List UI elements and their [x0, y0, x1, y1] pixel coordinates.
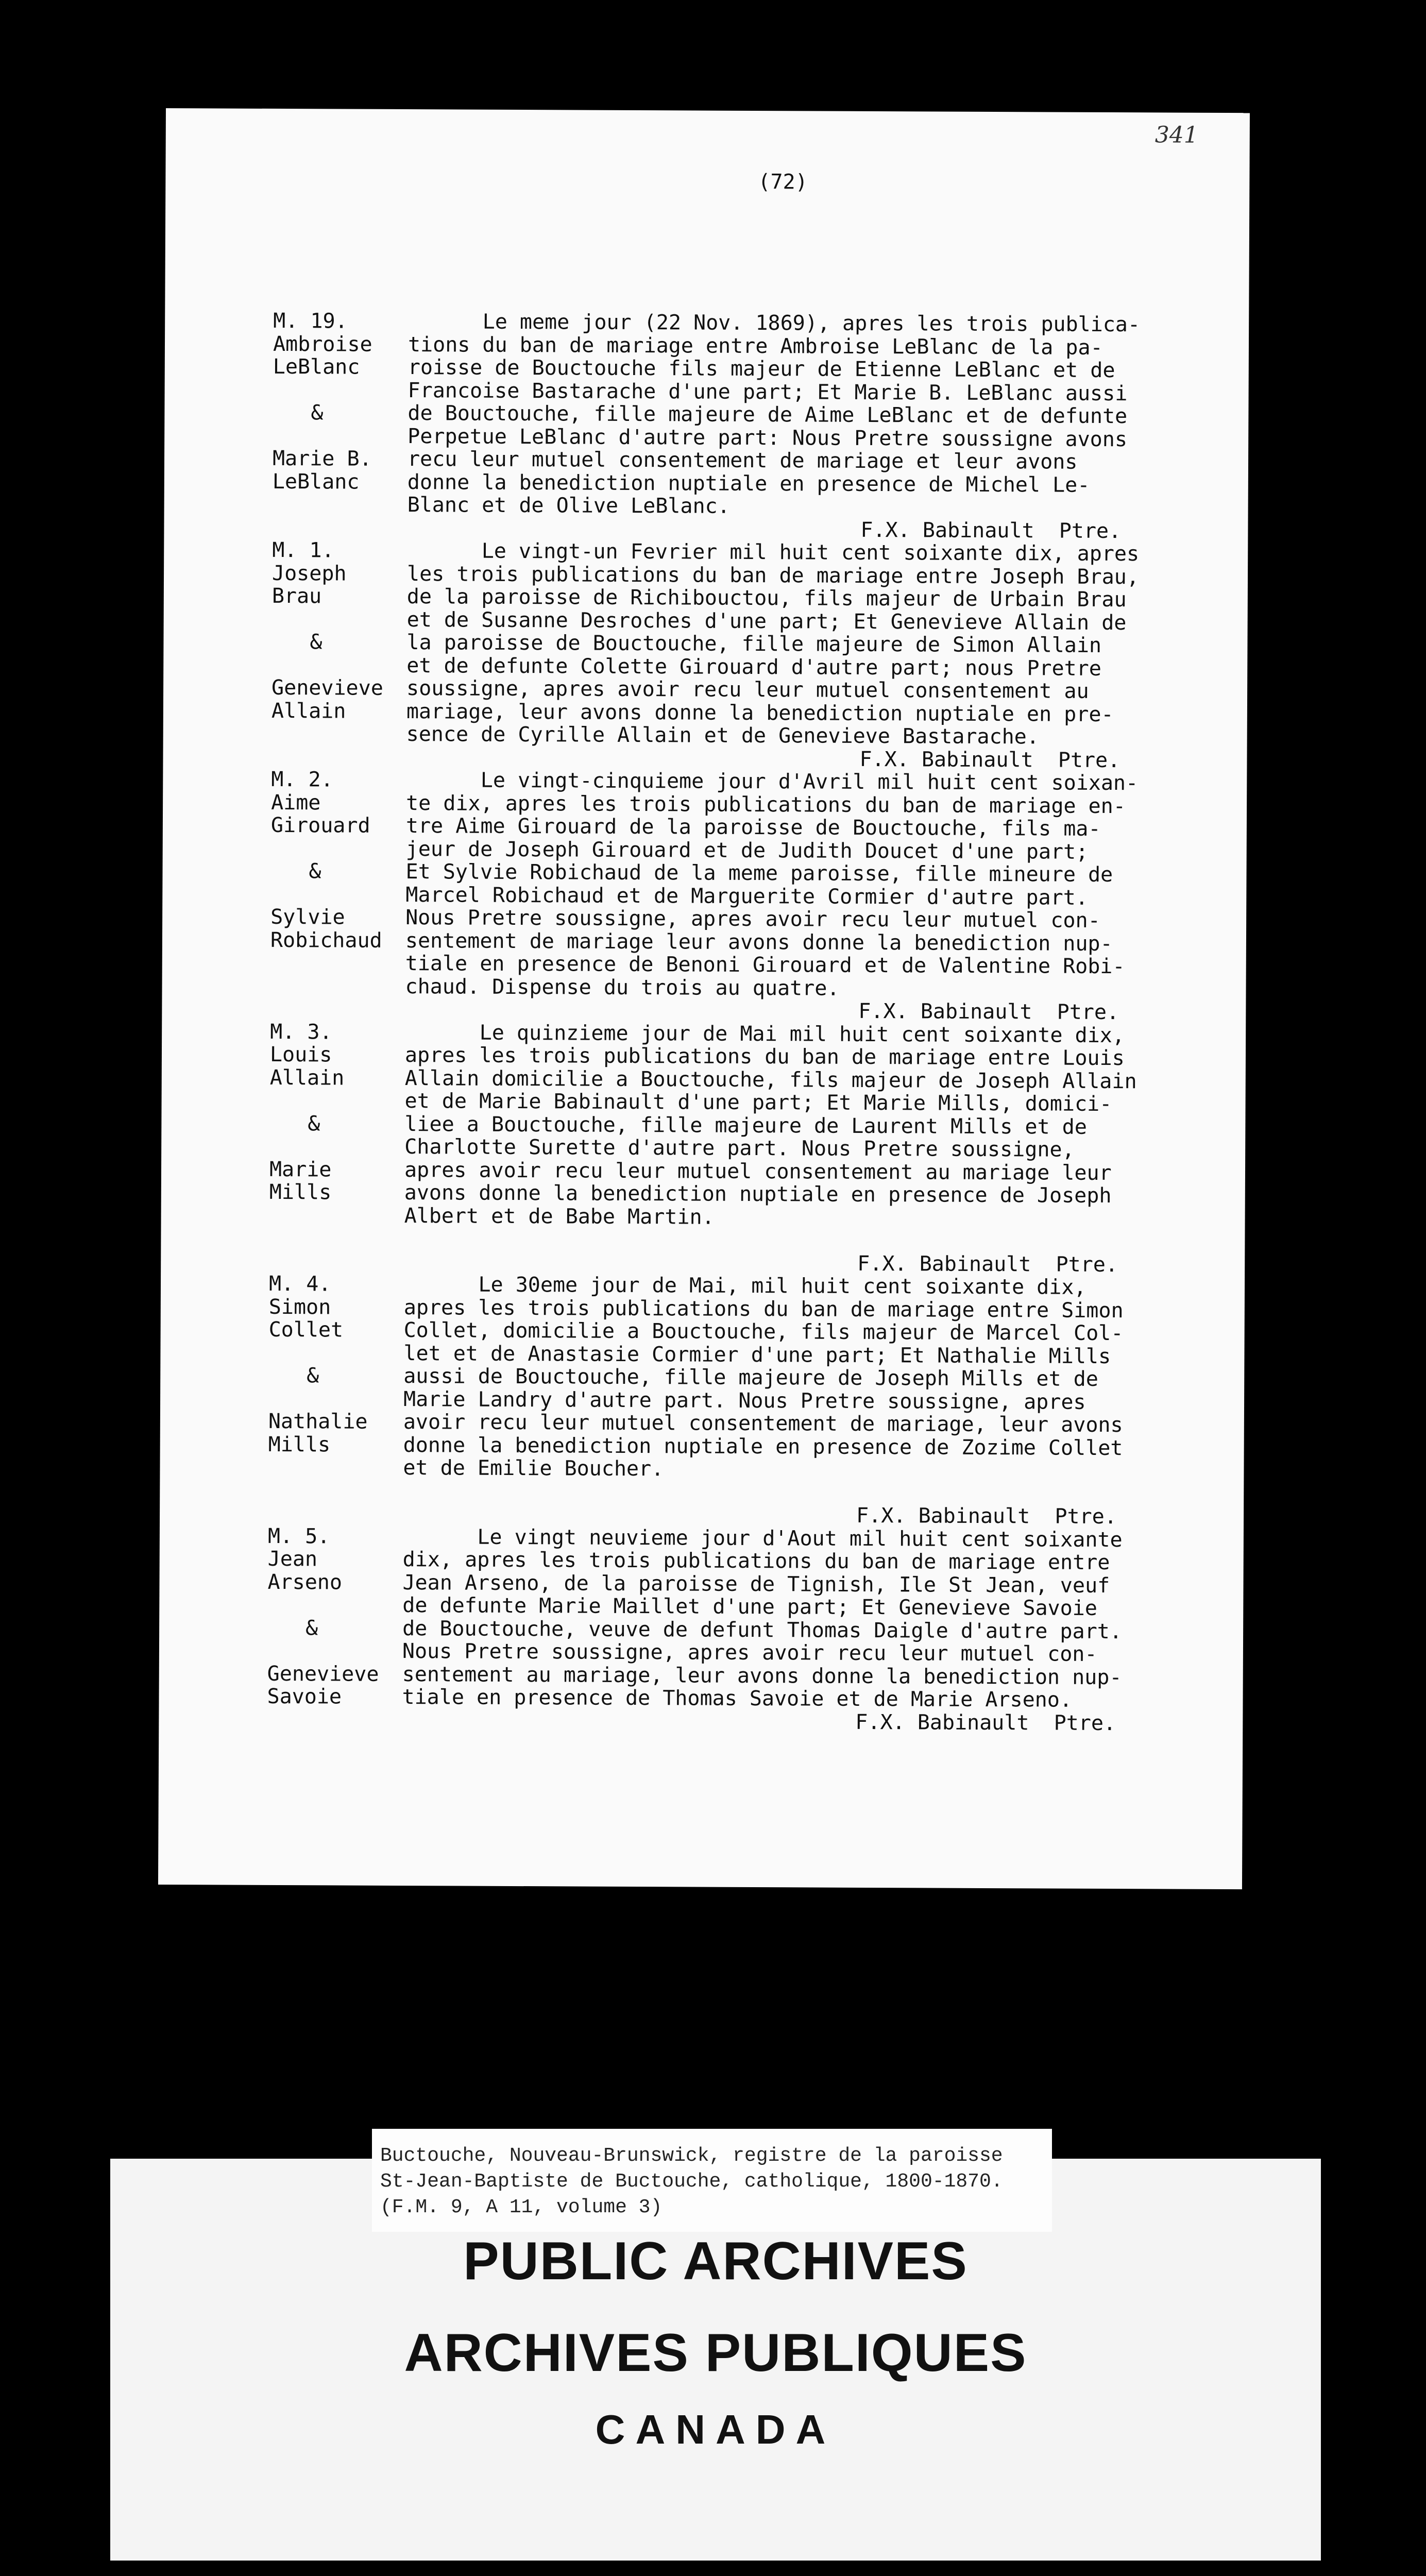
- entry-text-line: [404, 1227, 1217, 1253]
- entry-text-line: de Bouctouche, veuve de defunt Thomas Daigle d'autre part.: [402, 1616, 1122, 1643]
- margin-line: Girouard: [270, 813, 370, 838]
- entry-text-line: Albert et de Babe Martin.: [404, 1204, 715, 1229]
- entry-text-line: tiale en presence de Benoni Girouard et de Valentine Robi-: [405, 952, 1125, 979]
- margin-line: Ambroise: [273, 332, 372, 357]
- entry-text-line: de defunte Marie Maillet d'une part; Et Genevieve Savoie: [402, 1594, 1098, 1620]
- entry-text-line: et de Emilie Boucher.: [403, 1456, 664, 1481]
- margin-line: [270, 1089, 405, 1113]
- margin-line: M. 3.: [270, 1020, 332, 1044]
- margin-line: M. 19.: [273, 309, 348, 333]
- entry-text-line: de Bouctouche, fille majeure de Aime LeBlanc et de defunte: [408, 401, 1128, 429]
- marriage-entry: [271, 539, 1220, 772]
- margin-line: [267, 1639, 402, 1663]
- entry-text-line: Le meme jour (22 Nov. 1869), apres les trois publica-: [408, 310, 1141, 337]
- entry-text: [406, 539, 1220, 772]
- entry-text: [407, 310, 1221, 543]
- margin-line: M. 2.: [271, 767, 333, 792]
- margin-line: &: [309, 859, 321, 884]
- margin-line: Mills: [268, 1432, 331, 1456]
- entry-text-line: Francoise Bastarache d'une part; Et Marie B. LeBlanc aussi: [408, 378, 1128, 405]
- margin-line: Brau: [271, 584, 322, 608]
- entry-text-line: dix, apres les trois publications du ban de mariage entre: [402, 1548, 1110, 1575]
- archive-title-english: PUBLIC ARCHIVES: [463, 2231, 968, 2291]
- priest-signature: F.X. Babinault Ptre.: [856, 1503, 1117, 1529]
- entry-text-line: let et de Anastasie Cormier d'une part; Et Nathalie Mills: [403, 1341, 1111, 1368]
- margin-line: [268, 1341, 403, 1365]
- margin-line: [270, 883, 405, 906]
- margin-line: Robichaud: [270, 928, 382, 953]
- entry-text-line: Jean Arseno, de la paroisse de Tignish, Ile St Jean, veuf: [402, 1570, 1110, 1598]
- margin-line: &: [311, 401, 324, 425]
- register-page: [158, 108, 1250, 1889]
- entry-margin-names: [271, 539, 407, 769]
- marriage-entry: [269, 1020, 1218, 1277]
- margin-line: [273, 424, 408, 448]
- margin-line: Genevieve: [271, 675, 383, 700]
- marriage-entries: [267, 310, 1221, 1735]
- entry-text: [405, 769, 1219, 1024]
- entry-text-line: Marie Landry d'autre part. Nous Pretre soussigne, apres: [403, 1387, 1086, 1414]
- margin-line: Marie B.: [272, 446, 372, 471]
- folio-number: 341: [1155, 122, 1198, 148]
- entry-text-line: mariage, leur avons donne la benediction nuptiale en pre-: [406, 699, 1114, 726]
- margin-line: &: [310, 630, 322, 654]
- entry-text-line: apres les trois publications du ban de mariage entre Louis: [404, 1043, 1125, 1071]
- entry-text-line: apres avoir recu leur mutuel consentement au mariage leur: [404, 1158, 1112, 1185]
- entry-text-line: Le vingt-cinquieme jour d'Avril mil huit cent soixan-: [406, 768, 1139, 795]
- entry-text-line: Le vingt-un Fevrier mil huit cent soixante dix, apres: [407, 539, 1140, 566]
- margin-line: Mills: [269, 1180, 332, 1205]
- priest-signature: F.X. Babinault Ptre.: [860, 518, 1122, 543]
- entry-text-line: Et Sylvie Robichaud de la meme paroisse, fille mineure de: [405, 860, 1113, 887]
- marriage-entry: [270, 768, 1219, 1025]
- margin-line: &: [307, 1364, 319, 1388]
- entry-text-line: avoir recu leur mutuel consentement de mariage, leur avons: [403, 1410, 1123, 1437]
- entry-text-line: roisse de Bouctouche fils majeur de Etienne LeBlanc et de: [408, 355, 1115, 383]
- margin-line: Sylvie: [270, 905, 345, 929]
- margin-line: [268, 1387, 403, 1411]
- entry-text-line: sence de Cyrille Allain et de Genevieve Bastarache.: [406, 722, 1039, 749]
- margin-line: Simon: [268, 1295, 331, 1319]
- archive-country: CANADA: [595, 2406, 836, 2452]
- entry-text-line: Collet, domicilie a Bouctouche, fils majeur de Marcel Col-: [403, 1318, 1124, 1346]
- entry-text-line: Nous Pretre soussigne, apres avoir recu leur mutuel con-: [402, 1639, 1097, 1666]
- margin-line: M. 1.: [272, 538, 334, 563]
- margin-line: Aime: [271, 790, 321, 815]
- margin-line: [267, 1594, 402, 1617]
- entry-text-line: Charlotte Surette d'autre part. Nous Pretre soussigne,: [404, 1135, 1075, 1162]
- entry-text-line: de la paroisse de Richibouctou, fils majeur de Urbain Brau: [406, 585, 1127, 612]
- entry-text-line: tiale en presence de Thomas Savoie et de Marie Arseno.: [402, 1685, 1073, 1712]
- margin-line: &: [308, 1111, 320, 1136]
- priest-signature: F.X. Babinault Ptre.: [855, 1710, 1116, 1735]
- entry-text-line: la paroisse de Bouctouche, fille majeure de Simon Allain: [406, 631, 1102, 657]
- entry-margin-names: [270, 768, 406, 1021]
- entry-text-line: Le 30eme jour de Mai, mil huit cent soixante dix,: [403, 1273, 1087, 1299]
- entry-margin-names: [267, 1524, 403, 1732]
- margin-line: M. 4.: [268, 1272, 331, 1296]
- entry-text-line: donne la benediction nuptiale en presence de Michel Le-: [407, 470, 1090, 497]
- entry-text-line: soussigne, apres avoir recu leur mutuel consentement au: [406, 676, 1089, 703]
- label-line: Buctouche, Nouveau-Brunswick, registre de la paroisse: [380, 2145, 1003, 2167]
- entry-text: [403, 1273, 1217, 1529]
- margin-line: Nathalie: [268, 1409, 368, 1434]
- entry-text-line: Allain domicilie a Bouctouche, fils majeur de Joseph Allain: [404, 1066, 1137, 1093]
- entry-text: [404, 1021, 1218, 1277]
- entry-text-line: aussi de Bouctouche, fille majeure de Joseph Mills et de: [403, 1364, 1098, 1391]
- entry-text-line: jeur de Joseph Girouard et de Judith Doucet d'une part;: [405, 837, 1089, 864]
- margin-line: Arseno: [267, 1570, 343, 1595]
- entry-text-line: Blanc et de Olive LeBlanc.: [407, 493, 730, 518]
- archive-source-label: [372, 2129, 1052, 2232]
- archive-title-french: ARCHIVES PUBLIQUES: [404, 2323, 1027, 2383]
- page-number: (72): [758, 170, 808, 194]
- entry-text-line: avons donne la benediction nuptiale en presence de Joseph: [404, 1181, 1112, 1208]
- label-line: (F.M. 9, A 11, volume 3): [380, 2196, 663, 2218]
- entry-text-line: apres les trois publications du ban de mariage entre Simon: [403, 1295, 1124, 1323]
- margin-line: LeBlanc: [272, 469, 360, 494]
- margin-line: [269, 1135, 404, 1159]
- entry-text-line: sentement de mariage leur avons donne la benediction nup-: [405, 928, 1113, 956]
- marriage-entry: [268, 1273, 1217, 1529]
- margin-line: [273, 378, 408, 402]
- entry-text-line: Perpetue LeBlanc d'autre part: Nous Pretre soussigne avons: [408, 424, 1128, 451]
- entry-text-line: liee a Bouctouche, fille majeure de Laurent Mills et de: [404, 1112, 1088, 1139]
- margin-line: &: [305, 1616, 318, 1640]
- margin-line: [271, 653, 406, 677]
- entry-text-line: et de Marie Babinault d'une part; Et Marie Mills, domici-: [404, 1089, 1112, 1116]
- entry-text-line: et de Susanne Desroches d'une part; Et Genevieve Allain de: [406, 607, 1127, 635]
- marriage-entry: [267, 1524, 1216, 1735]
- entry-text-line: Le vingt neuvieme jour d'Aout mil huit cent soixante: [402, 1524, 1123, 1552]
- entry-margin-names: [269, 1020, 405, 1273]
- margin-line: Genevieve: [267, 1662, 379, 1686]
- entry-text-line: tions du ban de mariage entre Ambroise LeBlanc de la pa-: [408, 332, 1103, 360]
- entry-text-line: les trois publications du ban de mariage entre Joseph Brau,: [406, 562, 1139, 589]
- entry-text-line: et de defunte Colette Girouard d'autre part; nous Pretre: [406, 653, 1101, 681]
- margin-line: Allain: [269, 1065, 345, 1090]
- entry-text-line: chaud. Dispense du trois au quatre.: [405, 974, 840, 1001]
- priest-signature: F.X. Babinault Ptre.: [857, 1251, 1118, 1277]
- entry-text-line: recu leur mutuel consentement de mariage et leur avons: [407, 447, 1078, 474]
- margin-line: Marie: [269, 1157, 332, 1181]
- margin-line: [271, 837, 406, 860]
- margin-line: [272, 607, 407, 631]
- entry-margin-names: [268, 1273, 404, 1526]
- margin-line: Collet: [268, 1317, 344, 1342]
- margin-line: M. 5.: [267, 1524, 330, 1548]
- entry-text-line: donne la benediction nuptiale en presence de Zozime Collet: [403, 1433, 1123, 1460]
- marriage-entry: [272, 310, 1221, 543]
- priest-signature: F.X. Babinault Ptre.: [858, 999, 1119, 1025]
- entry-text-line: sentement au mariage, leur avons donne la benediction nup-: [402, 1662, 1122, 1689]
- margin-line: Jean: [267, 1547, 318, 1571]
- entry-text-line: [403, 1480, 1216, 1506]
- entry-text-line: Marcel Robichaud et de Marguerite Cormier d'autre part.: [405, 883, 1088, 910]
- label-line: St-Jean-Baptiste de Buctouche, catholique, 1800-1870.: [380, 2171, 1003, 2193]
- margin-line: Allain: [271, 699, 346, 723]
- margin-line: LeBlanc: [273, 354, 360, 379]
- entry-text-line: Nous Pretre soussigne, apres avoir recu leur mutuel con-: [405, 906, 1100, 933]
- margin-line: Joseph: [271, 561, 347, 586]
- entry-text-line: te dix, apres les trois publications du ban de mariage en-: [406, 791, 1126, 818]
- entry-text-line: tre Aime Girouard de la paroisse de Bouctouche, fils ma-: [405, 814, 1101, 841]
- entry-margin-names: [272, 310, 408, 539]
- entry-text-line: Le quinzieme jour de Mai mil huit cent soixante dix,: [405, 1020, 1125, 1047]
- margin-line: Louis: [269, 1042, 332, 1067]
- priest-signature: F.X. Babinault Ptre.: [859, 747, 1121, 772]
- margin-line: Savoie: [267, 1684, 342, 1709]
- entry-text: [402, 1526, 1216, 1735]
